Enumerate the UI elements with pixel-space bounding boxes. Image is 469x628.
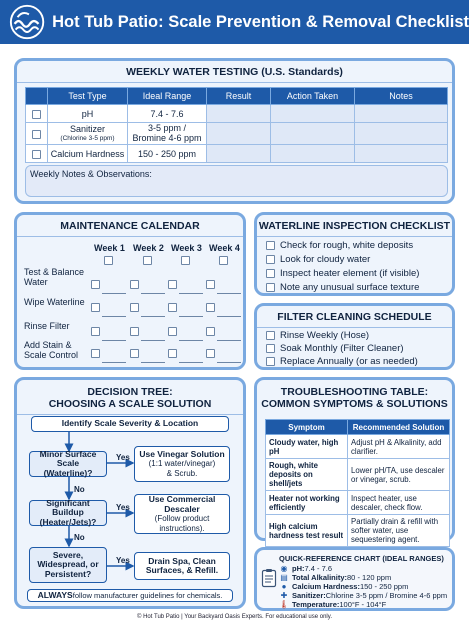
- question-line: Persistent?: [44, 568, 92, 579]
- table-header-row: [26, 88, 448, 105]
- answer-line: Use Commercial: [148, 494, 216, 504]
- week-header: Week 2: [133, 243, 164, 253]
- checkbox[interactable]: [266, 241, 275, 250]
- symptom-cell: Heater not working efficiently: [266, 491, 348, 515]
- calendar-initials-line[interactable]: [102, 355, 126, 363]
- qr-value: 7.4 - 7.6: [304, 564, 333, 573]
- calendar-initials-line[interactable]: [179, 309, 203, 317]
- waterline-item[interactable]: [266, 254, 370, 265]
- calendar-title: MAINTENANCE CALENDAR: [17, 220, 243, 237]
- item-label: Rinse Weekly (Hose): [280, 330, 370, 341]
- sanitizer-icon: ✚: [280, 591, 288, 600]
- no-label: No: [74, 485, 85, 494]
- week-checkbox[interactable]: [104, 256, 113, 265]
- range-cell: 7.4 - 7.6: [128, 105, 207, 123]
- task-line: Wipe Waterline: [24, 297, 85, 307]
- calendar-checkbox[interactable]: [168, 303, 177, 312]
- clipboard-icon: [261, 568, 277, 588]
- waterline-item[interactable]: [266, 282, 419, 293]
- item-label: Inspect heater element (if visible): [280, 268, 420, 279]
- page-title: Hot Tub Patio: Scale Prevention & Removal Checklist: [52, 12, 469, 31]
- answer-line: Use Vinegar Solution: [139, 448, 225, 459]
- result-input[interactable]: [207, 123, 271, 145]
- calendar-checkbox[interactable]: [91, 280, 100, 289]
- qr-value: 150 - 250 ppm: [359, 582, 409, 591]
- calendar-checkbox[interactable]: [168, 349, 177, 358]
- range-line: 3-5 ppm /: [147, 123, 187, 133]
- column-header: Ideal Range: [128, 88, 207, 105]
- decision-answer-3: [134, 552, 230, 580]
- page-footer: © Hot Tub Patio | Your Backyard Oasis Experts. For educational use only.: [137, 614, 332, 620]
- checkbox[interactable]: [266, 344, 275, 353]
- qr-label: Sanitizer:: [292, 591, 326, 600]
- calendar-initials-line[interactable]: [141, 309, 165, 317]
- trouble-title-1: TROUBLESHOOTING TABLE:: [280, 386, 429, 398]
- calendar-initials-line[interactable]: [102, 309, 126, 317]
- calendar-slot[interactable]: [168, 276, 203, 294]
- yes-label: Yes: [116, 556, 130, 565]
- answer-line: Descaler: [164, 503, 200, 514]
- table-row: [26, 123, 448, 145]
- calendar-slot[interactable]: [130, 299, 165, 317]
- calendar-slot[interactable]: [206, 323, 241, 341]
- note-rest: follow manufacturer guidelines for chemicals.: [72, 590, 223, 600]
- thermometer-icon: 🌡: [279, 600, 290, 609]
- calendar-initials-line[interactable]: [179, 333, 203, 341]
- ph-icon: ◉: [280, 564, 288, 573]
- qr-value: 80 - 120 ppm: [347, 573, 392, 582]
- calendar-initials-line[interactable]: [217, 355, 241, 363]
- answer-line: (Follow product: [154, 514, 210, 523]
- decision-tree-panel: [14, 377, 246, 609]
- waterline-inspection-panel: [254, 212, 455, 296]
- table-row: [26, 145, 448, 163]
- decision-start-box: [31, 416, 229, 432]
- checkbox[interactable]: [266, 331, 275, 340]
- waterline-item[interactable]: [266, 268, 419, 279]
- page-header: [0, 0, 469, 44]
- wave-logo-icon: [8, 2, 46, 42]
- quick-reference-panel: [254, 547, 455, 611]
- table-header-row: [266, 420, 450, 435]
- qr-label: Temperature:: [292, 600, 340, 609]
- calendar-initials-line[interactable]: [217, 333, 241, 341]
- symptom-cell: Rough, white deposits on shell/jets: [266, 459, 348, 491]
- notes-input[interactable]: [355, 145, 448, 163]
- waterline-title: WATERLINE INSPECTION CHECKLIST: [257, 220, 452, 237]
- decision-title-1: DECISION TREE:: [87, 386, 173, 398]
- calendar-checkbox[interactable]: [91, 349, 100, 358]
- checkbox[interactable]: [266, 269, 275, 278]
- quick-reference-item: [279, 564, 332, 573]
- row-checkbox[interactable]: [32, 110, 41, 119]
- calendar-slot[interactable]: [206, 345, 241, 363]
- range-cell: [128, 123, 207, 145]
- answer-line: & Scrub.: [166, 468, 198, 478]
- weekly-testing-table: [25, 87, 448, 163]
- calendar-slot[interactable]: [168, 323, 203, 341]
- calendar-checkbox[interactable]: [130, 280, 139, 289]
- no-label: No: [74, 533, 85, 542]
- calendar-initials-line[interactable]: [217, 309, 241, 317]
- table-row: [266, 435, 450, 459]
- calendar-slot[interactable]: [168, 345, 203, 363]
- calendar-initials-line[interactable]: [179, 355, 203, 363]
- week-checkbox[interactable]: [219, 256, 228, 265]
- decision-answer-2: [134, 494, 230, 534]
- weekly-notes-label: Weekly Notes & Observations:: [30, 169, 152, 179]
- result-input[interactable]: [207, 105, 271, 123]
- question-line: (Heater/Jets)?: [39, 516, 97, 527]
- test-type-cell: Calcium Hardness: [48, 145, 128, 163]
- quick-reference-item: [279, 573, 391, 582]
- calendar-initials-line[interactable]: [217, 286, 241, 294]
- question-line: Minor Surface Scale: [39, 448, 97, 469]
- calendar-checkbox[interactable]: [206, 349, 215, 358]
- decision-question-1: [29, 448, 107, 478]
- qr-label: pH:: [292, 564, 305, 573]
- answer-line: (1:1 water/vinegar): [148, 459, 216, 469]
- question-line: Severe,: [52, 549, 84, 560]
- item-label: Check for rough, white deposits: [280, 240, 414, 251]
- calendar-slot[interactable]: [130, 276, 165, 294]
- calendar-initials-line[interactable]: [141, 333, 165, 341]
- item-label: Soak Monthly (Filter Cleaner): [280, 343, 404, 354]
- weekly-testing-panel: [14, 58, 455, 204]
- filter-item[interactable]: [266, 343, 404, 354]
- decision-answer-1: [134, 446, 230, 482]
- item-label: Look for cloudy water: [280, 254, 371, 265]
- calendar-slot[interactable]: [130, 323, 165, 341]
- calendar-checkbox[interactable]: [91, 327, 100, 336]
- quick-reference-item: [279, 582, 408, 591]
- column-header: Result: [207, 88, 271, 105]
- checkbox[interactable]: [266, 357, 275, 366]
- calendar-slot[interactable]: [206, 276, 241, 294]
- item-label: Replace Annually (or as needed): [280, 356, 418, 367]
- task-label: [24, 297, 85, 307]
- range-cell: 150 - 250 ppm: [128, 145, 207, 163]
- solution-cell: Partially drain & refill with softer water, use sequestering agent.: [348, 515, 450, 547]
- range-line: Bromine 4-6 ppm: [132, 132, 202, 143]
- symptom-cell: Cloudy water, high pH: [266, 435, 348, 459]
- week-header: Week 1: [94, 243, 125, 253]
- answer-line: Surfaces, & Refill.: [145, 565, 219, 575]
- table-row: [26, 105, 448, 123]
- calendar-checkbox[interactable]: [91, 303, 100, 312]
- yes-label: Yes: [116, 453, 130, 462]
- decision-note: [27, 589, 233, 602]
- yes-label: Yes: [116, 503, 130, 512]
- column-header: Notes: [355, 88, 448, 105]
- calcium-icon: ●: [281, 582, 287, 591]
- solution-cell: Lower pH/TA, use descaler or vinegar, scrub.: [348, 459, 450, 491]
- week-checkbox[interactable]: [181, 256, 190, 265]
- filter-title: FILTER CLEANING SCHEDULE: [257, 311, 452, 328]
- filter-cleaning-panel: [254, 303, 455, 370]
- decision-question-3: [29, 547, 107, 583]
- calendar-checkbox[interactable]: [206, 327, 215, 336]
- calendar-initials-line[interactable]: [141, 286, 165, 294]
- filter-item[interactable]: [266, 330, 369, 341]
- notes-input[interactable]: [355, 123, 448, 145]
- waterline-item[interactable]: [266, 240, 413, 251]
- decision-title-2: CHOOSING A SCALE SOLUTION: [17, 398, 243, 415]
- question-line: Widespread, or: [37, 559, 99, 570]
- solution-cell: Adjust pH & Alkalinity, add clarifier.: [348, 435, 450, 459]
- solution-cell: Inspect heater, use descaler, check flow.: [348, 491, 450, 515]
- calendar-slot[interactable]: [91, 323, 126, 341]
- calendar-initials-line[interactable]: [102, 333, 126, 341]
- calendar-checkbox[interactable]: [130, 327, 139, 336]
- action-input[interactable]: [271, 105, 355, 123]
- answer-line: instructions).: [159, 523, 205, 533]
- calendar-checkbox[interactable]: [168, 280, 177, 289]
- task-line: Rinse Filter: [24, 321, 70, 331]
- maintenance-calendar-panel: [14, 212, 246, 370]
- notes-input[interactable]: [355, 105, 448, 123]
- calendar-slot[interactable]: [168, 299, 203, 317]
- task-label: [24, 267, 84, 287]
- test-type-sub: (Chlorine 3-5 ppm): [60, 134, 115, 142]
- calendar-checkbox[interactable]: [206, 280, 215, 289]
- qr-label: Calcium Hardness:: [292, 582, 360, 591]
- weekly-notes-field[interactable]: [25, 165, 448, 197]
- question-line: Significant Buildup: [46, 497, 90, 518]
- action-input[interactable]: [271, 145, 355, 163]
- task-line: Add Stain &: [24, 340, 72, 350]
- row-checkbox[interactable]: [32, 150, 41, 159]
- week-header: Week 4: [209, 243, 240, 253]
- column-header: Symptom: [266, 420, 348, 435]
- column-header: Action Taken: [271, 88, 355, 105]
- calendar-initials-line[interactable]: [141, 355, 165, 363]
- quick-reference-item: [279, 600, 386, 609]
- note-bold: ALWAYS: [37, 589, 73, 600]
- symptom-cell: High calcium hardness test result: [266, 515, 348, 547]
- week-checkbox[interactable]: [143, 256, 152, 265]
- quick-reference-item: [279, 591, 447, 600]
- calendar-slot[interactable]: [91, 299, 126, 317]
- checkbox[interactable]: [266, 255, 275, 264]
- troubleshooting-panel: [254, 377, 455, 544]
- action-input[interactable]: [271, 123, 355, 145]
- calendar-slot[interactable]: [91, 276, 126, 294]
- question-line: (Waterline)?: [43, 467, 93, 478]
- filter-item[interactable]: [266, 356, 418, 367]
- troubleshooting-table: [265, 419, 450, 547]
- calendar-slot[interactable]: [91, 345, 126, 363]
- item-label: Note any unusual surface texture: [280, 282, 420, 293]
- calendar-checkbox[interactable]: [130, 303, 139, 312]
- quick-reference-title: QUICK-REFERENCE CHART (IDEAL RANGES): [279, 554, 444, 563]
- table-row: [266, 515, 450, 547]
- test-type-name: Sanitizer: [69, 123, 105, 134]
- table-row: [266, 491, 450, 515]
- trouble-title-2: COMMON SYMPTOMS & SOLUTIONS: [261, 398, 448, 410]
- calendar-slot[interactable]: [130, 345, 165, 363]
- task-line: Test & Balance: [24, 267, 85, 277]
- task-label: [24, 321, 70, 331]
- table-row: [266, 459, 450, 491]
- start-label: Identify Scale Severity & Location: [61, 418, 199, 429]
- calendar-checkbox[interactable]: [168, 327, 177, 336]
- calendar-initials-line[interactable]: [179, 286, 203, 294]
- answer-line: Drain Spa, Clean: [148, 555, 216, 566]
- result-input[interactable]: [207, 145, 271, 163]
- test-type-cell: pH: [48, 105, 128, 123]
- column-header: Recommended Solution: [348, 420, 450, 435]
- column-header: Test Type: [48, 88, 128, 105]
- week-header: Week 3: [171, 243, 202, 253]
- calendar-checkbox[interactable]: [130, 349, 139, 358]
- weekly-testing-title: WEEKLY WATER TESTING (U.S. Standards): [17, 66, 452, 83]
- qr-value: Chlorine 3-5 ppm / Bromine 4-6 ppm: [325, 591, 448, 600]
- calendar-slot[interactable]: [206, 299, 241, 317]
- alkalinity-icon: ▤: [280, 573, 288, 582]
- qr-label: Total Alkalinity:: [292, 573, 348, 582]
- task-label: [24, 340, 78, 360]
- checkbox[interactable]: [266, 283, 275, 292]
- checkbox-header: [26, 88, 48, 105]
- row-checkbox[interactable]: [32, 130, 41, 139]
- decision-question-2: [29, 497, 107, 527]
- calendar-initials-line[interactable]: [102, 286, 126, 294]
- task-line: Water: [24, 277, 48, 287]
- calendar-checkbox[interactable]: [206, 303, 215, 312]
- qr-value: 100°F - 104°F: [339, 600, 387, 609]
- task-line: Scale Control: [24, 350, 79, 360]
- test-type-cell: [48, 123, 128, 145]
